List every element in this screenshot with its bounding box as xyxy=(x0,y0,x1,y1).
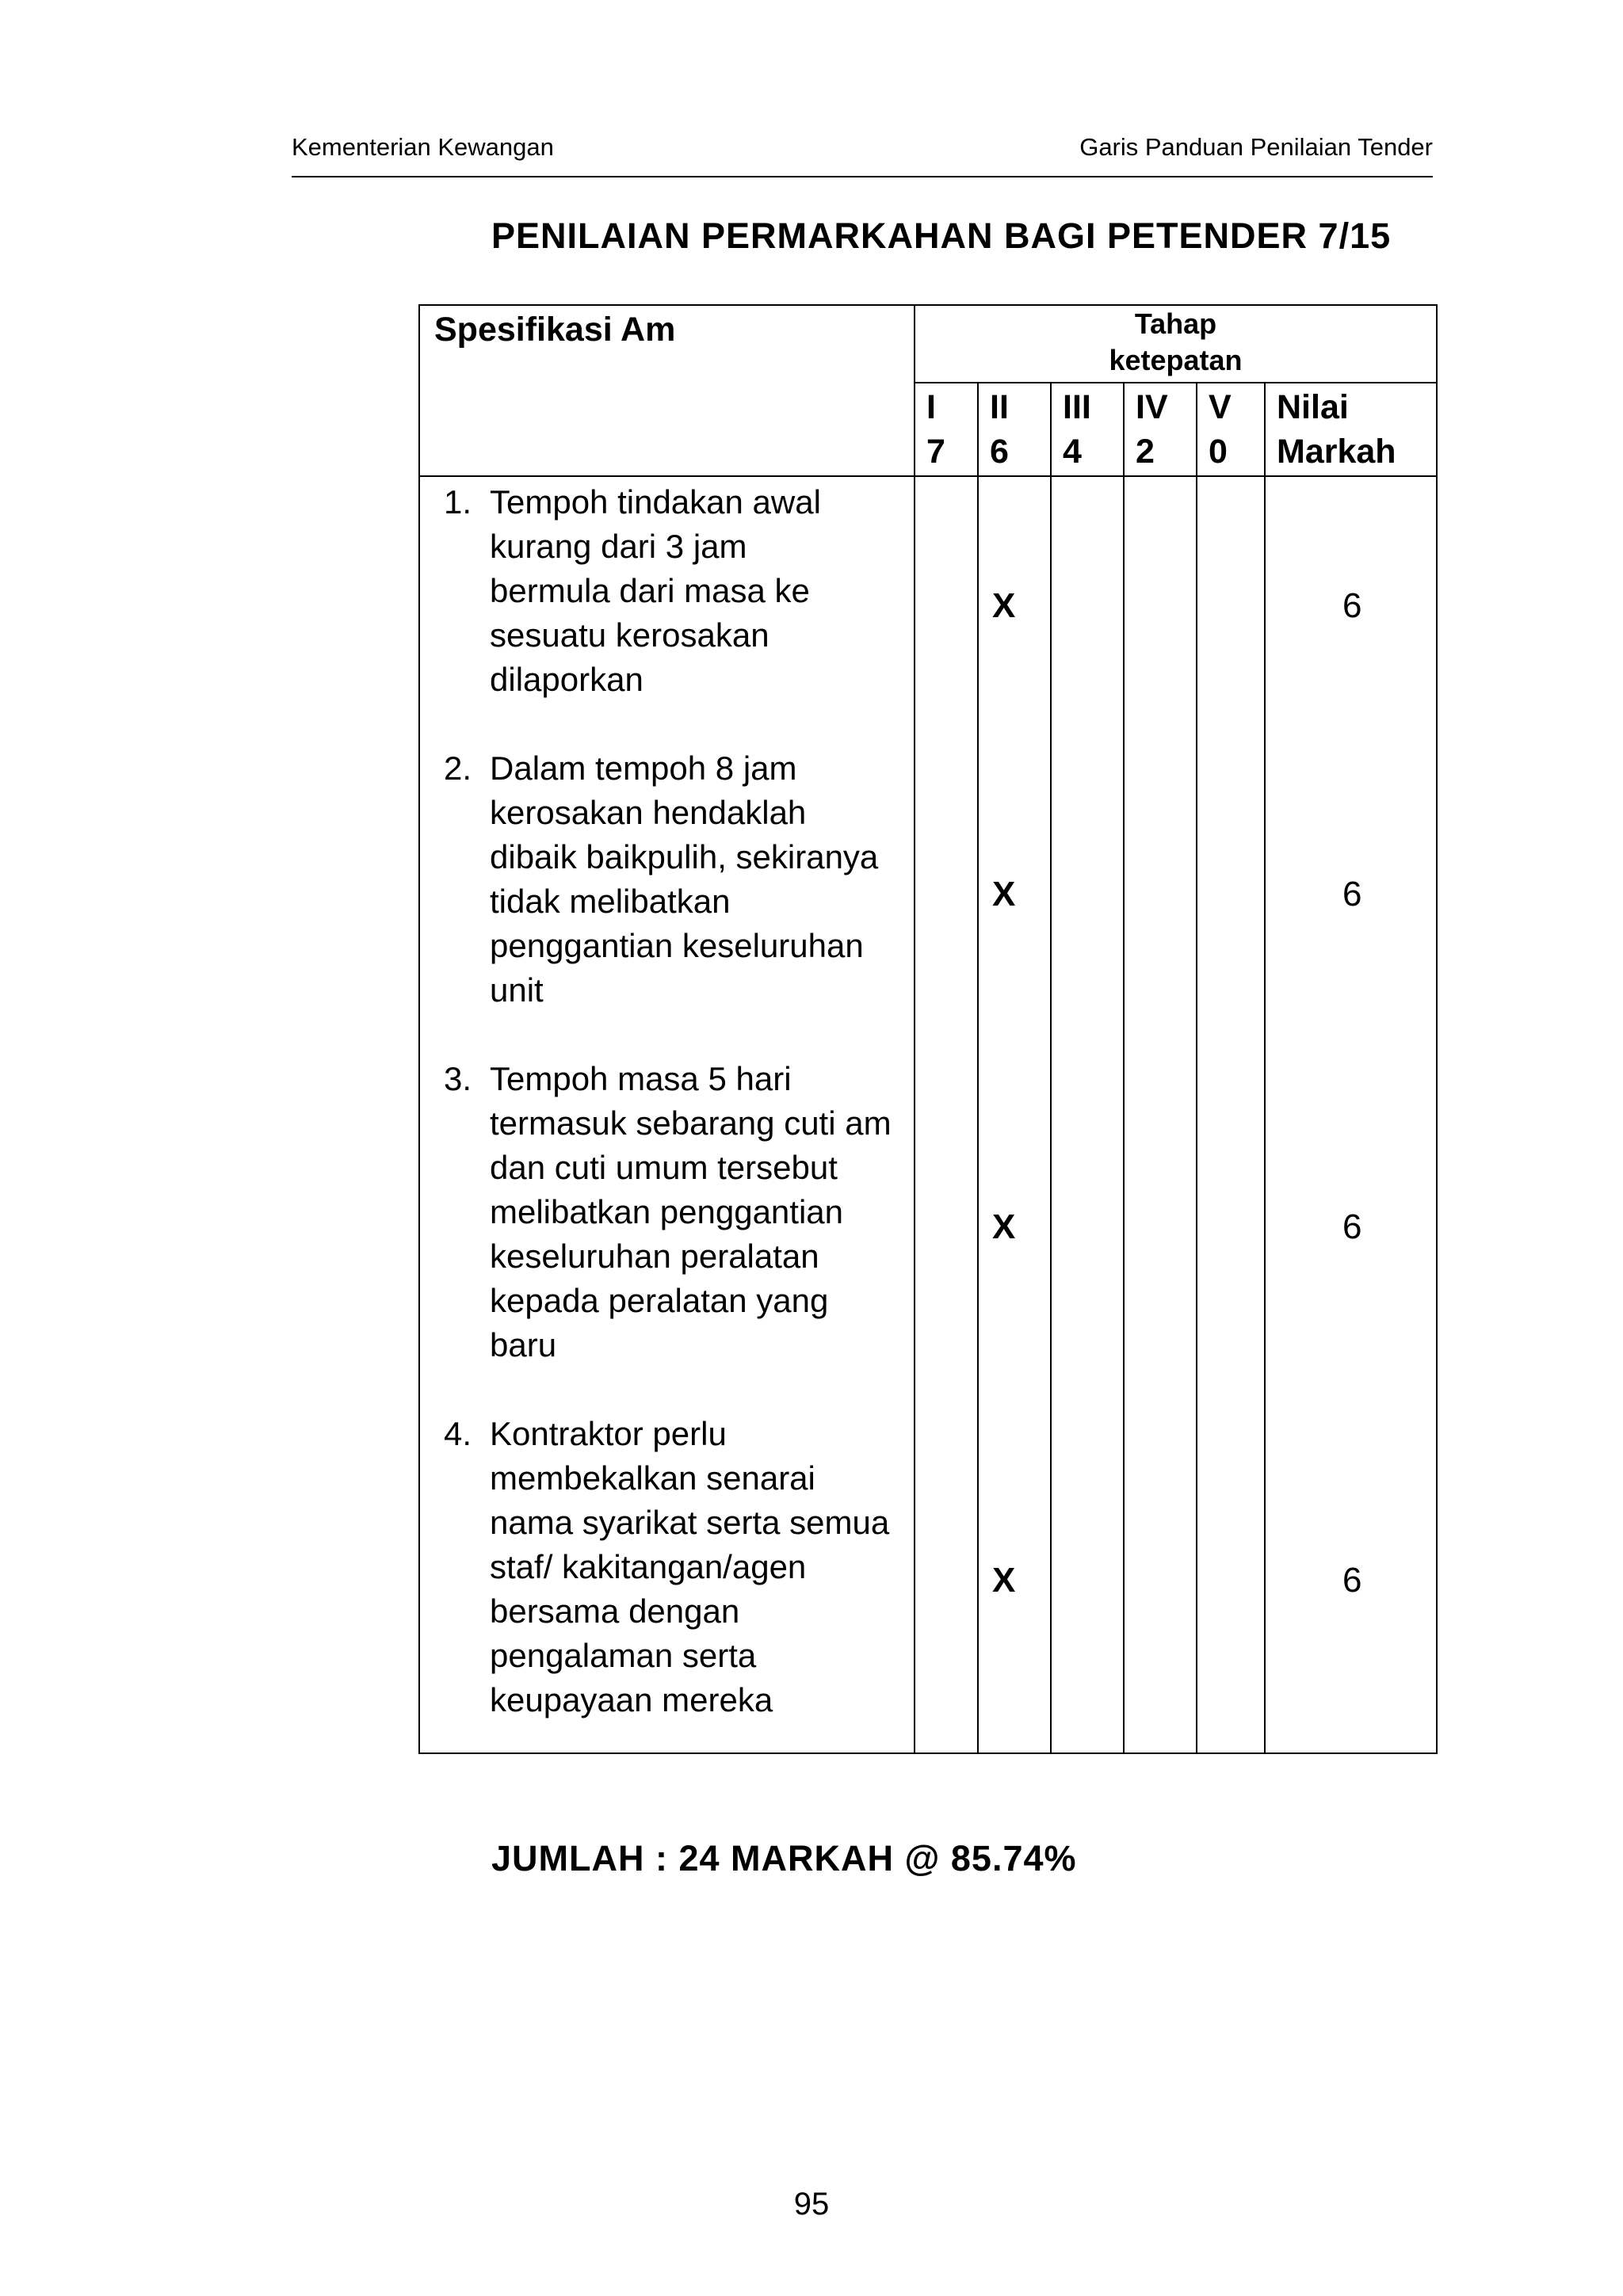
header-ministry: Kementerian Kewangan xyxy=(292,133,554,161)
tahap-header-line2: ketepatan xyxy=(1109,344,1243,376)
spec-item-text: Tempoh tindakan awal kurang dari 3 jam bermula dari masa ke sesuatu kerosakan dilaporkan xyxy=(490,483,821,698)
spec-header: Spesifikasi Am xyxy=(419,305,915,476)
spec-item-text: Kontraktor perlu membekalkan senarai nama syarikat serta semua staf/ kakitangan/agen bersama dengan pengalaman serta keupayaan mereka xyxy=(490,1415,890,1718)
tahap-header xyxy=(915,305,1437,383)
tahap-header-line1: Tahap xyxy=(1134,307,1217,340)
header-document-title: Garis Panduan Penilaian Tender xyxy=(1079,133,1433,161)
spec-item-text: Tempoh masa 5 hari termasuk sebarang cuti am dan cuti umum tersebut melibatkan penggantian keseluruhan peralatan kepada peralatan yang baru xyxy=(490,1060,892,1363)
col-header-3: III 4 xyxy=(1051,383,1124,476)
spec-item xyxy=(444,480,914,702)
spec-item xyxy=(444,746,914,1013)
col-1-cell xyxy=(915,476,978,1753)
col-header-2: II 6 xyxy=(978,383,1051,476)
col-5-cell xyxy=(1197,476,1265,1753)
score-value: 6 xyxy=(1342,875,1362,913)
scoring-table xyxy=(418,304,1438,1754)
nilai-markah-header: Nilai Markah xyxy=(1265,383,1437,476)
col-header-5: V 0 xyxy=(1197,383,1265,476)
col-header-1: I 7 xyxy=(915,383,978,476)
col-3-cell xyxy=(1051,476,1124,1753)
spec-items-cell xyxy=(419,476,915,1753)
spec-items-list xyxy=(420,480,914,1722)
spec-item-text: Dalam tempoh 8 jam kerosakan hendaklah dibaik baikpulih, sekiranya tidak melibatkan penggantian keseluruhan unit xyxy=(490,749,879,1009)
col-header-4: IV 2 xyxy=(1124,383,1197,476)
page-number: 95 xyxy=(793,2187,830,2222)
spec-item xyxy=(444,1057,914,1367)
level-mark: X xyxy=(992,875,1016,913)
level-mark: X xyxy=(992,1207,1016,1246)
spec-item-number: 2. xyxy=(444,749,472,787)
spec-item xyxy=(444,1412,914,1722)
spec-item-number: 3. xyxy=(444,1060,472,1097)
page-header xyxy=(292,133,1433,177)
total-score: JUMLAH : 24 MARKAH @ 85.74% xyxy=(491,1838,1077,1878)
col-4-cell xyxy=(1124,476,1197,1753)
score-value: 6 xyxy=(1342,1561,1362,1600)
score-value: 6 xyxy=(1342,1207,1362,1246)
level-mark: X xyxy=(992,1561,1016,1600)
spec-item-number: 1. xyxy=(444,483,472,521)
score-value: 6 xyxy=(1342,586,1362,625)
spec-item-number: 4. xyxy=(444,1415,472,1452)
page-title: PENILAIAN PERMARKAHAN BAGI PETENDER 7/15 xyxy=(491,215,1392,256)
level-mark: X xyxy=(992,586,1016,625)
